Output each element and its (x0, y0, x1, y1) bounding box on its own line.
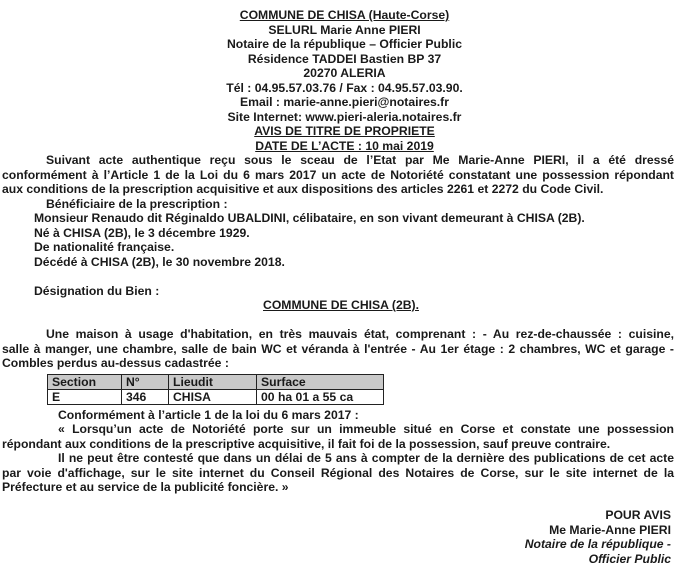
notice-body (2, 153, 674, 495)
notice-title: AVIS DE TITRE DE PROPRIETE (254, 124, 435, 138)
address-line-1: Résidence TADDEI Bastien BP 37 (247, 51, 442, 66)
law-contest-line-1: Il ne peut être contesté que dans un délai de 5 ans à compter de la dernière des publications de cet acte (58, 451, 674, 465)
signatory-name: Me Marie-Anne PIERI (549, 522, 671, 537)
property-commune-heading: COMMUNE DE CHISA (2B). (263, 298, 419, 312)
law-quote-line-1: « Lorsqu’un acte de Notoriété porte sur un immeuble situé en Corse et constate une possession (58, 422, 674, 436)
intro-line-1: Suivant acte authentique reçu sous le sceau de l’Etat par Me Marie-Anne PIERI, il a été dressé (46, 153, 674, 167)
property-description (2, 327, 674, 371)
property-section (2, 284, 674, 299)
law-quote-line-2: répondant aux conditions de la prescriptive acquisitive, il fait foi de la possession, sauf preuve contraire. (2, 436, 611, 451)
intro-line-3: aux conditions de la prescription acquisitive et aux dispositions des articles 2261 et 2272 du Code Civil. (2, 182, 604, 196)
spacer (2, 313, 674, 328)
office-name: SELURL Marie Anne PIERI (268, 22, 421, 37)
beneficiary-name: Monsieur Renaudo dit Réginaldo UBALDINI, célibataire, en son vivant demeurant à CHISA (2B). (34, 211, 585, 225)
col-header-lieudit: Lieudit (169, 374, 257, 389)
cell-surface: 00 ha 01 a 55 ca (257, 389, 384, 404)
intro-paragraph (2, 153, 674, 197)
property-desc-line-1: Une maison à usage d'habitation, en très mauvais état, comprenant : - Au rez-de-chaussée : cuisine, (46, 327, 674, 341)
cadastre-table (47, 374, 384, 405)
table-row (48, 389, 384, 404)
pour-avis: POUR AVIS (605, 508, 671, 522)
beneficiary-label: Bénéficiaire de la prescription : (46, 196, 228, 211)
phone-fax: Tél : 04.95.57.03.76 / Fax : 04.95.57.03.90. (226, 80, 463, 95)
beneficiary-birth: Né à CHISA (2B), le 3 décembre 1929. (34, 225, 250, 240)
col-header-number: N° (122, 374, 169, 389)
law-intro: Conformément à l’article 1 de la loi du 6 mars 2017 : (58, 407, 359, 422)
email: Email : marie-anne.pieri@notaires.fr (240, 95, 449, 109)
law-section (2, 408, 674, 495)
col-header-section: Section (48, 374, 122, 389)
property-desc-line-3: Combles perdus au-dessus cadastrée : (2, 356, 229, 370)
act-date: DATE DE L’ACTE : 10 mai 2019 (255, 138, 434, 153)
cell-section: E (48, 389, 122, 404)
cadastre-header-row (48, 374, 384, 389)
beneficiary-death: Décédé à CHISA (2B), le 30 novembre 2018. (34, 254, 285, 269)
signatory-role-line-2: Officier Public (588, 551, 671, 566)
address-line-2: 20270 ALERIA (303, 66, 386, 80)
law-contest-line-3: Préfecture et au service de la publicité foncière. » (2, 480, 289, 494)
intro-line-2: conformément à l’Article 1 de la Loi du 6 mars 2017 un acte de Notoriété constatant une possession répondant (2, 167, 674, 182)
notary-header (0, 8, 689, 153)
beneficiary-section (2, 197, 674, 270)
property-label: Désignation du Bien : (34, 283, 160, 298)
cell-number: 346 (122, 389, 169, 404)
commune-title: COMMUNE DE CHISA (Haute-Corse) (239, 8, 450, 22)
office-role: Notaire de la république – Officier Public (226, 37, 462, 51)
website: Site Internet: www.pieri-aleria.notaires.fr (227, 109, 462, 124)
signatory-role-line-1: Notaire de la république - (524, 537, 671, 551)
beneficiary-nationality: De nationalité française. (34, 240, 175, 254)
spacer (2, 269, 674, 284)
property-desc-line-2: salle à manger, une chambre, salle de bain WC et véranda à l'entrée - Au 1er étage : 2 chambres, WC et garage - (2, 341, 674, 356)
cell-lieudit: CHISA (169, 389, 257, 404)
law-contest-line-2: par voie d'affichage, sur le site internet du Conseil Régional des Notaires de Corse, sur le site internet de la (2, 465, 674, 480)
signature-block (525, 508, 671, 566)
col-header-surface: Surface (257, 374, 384, 389)
